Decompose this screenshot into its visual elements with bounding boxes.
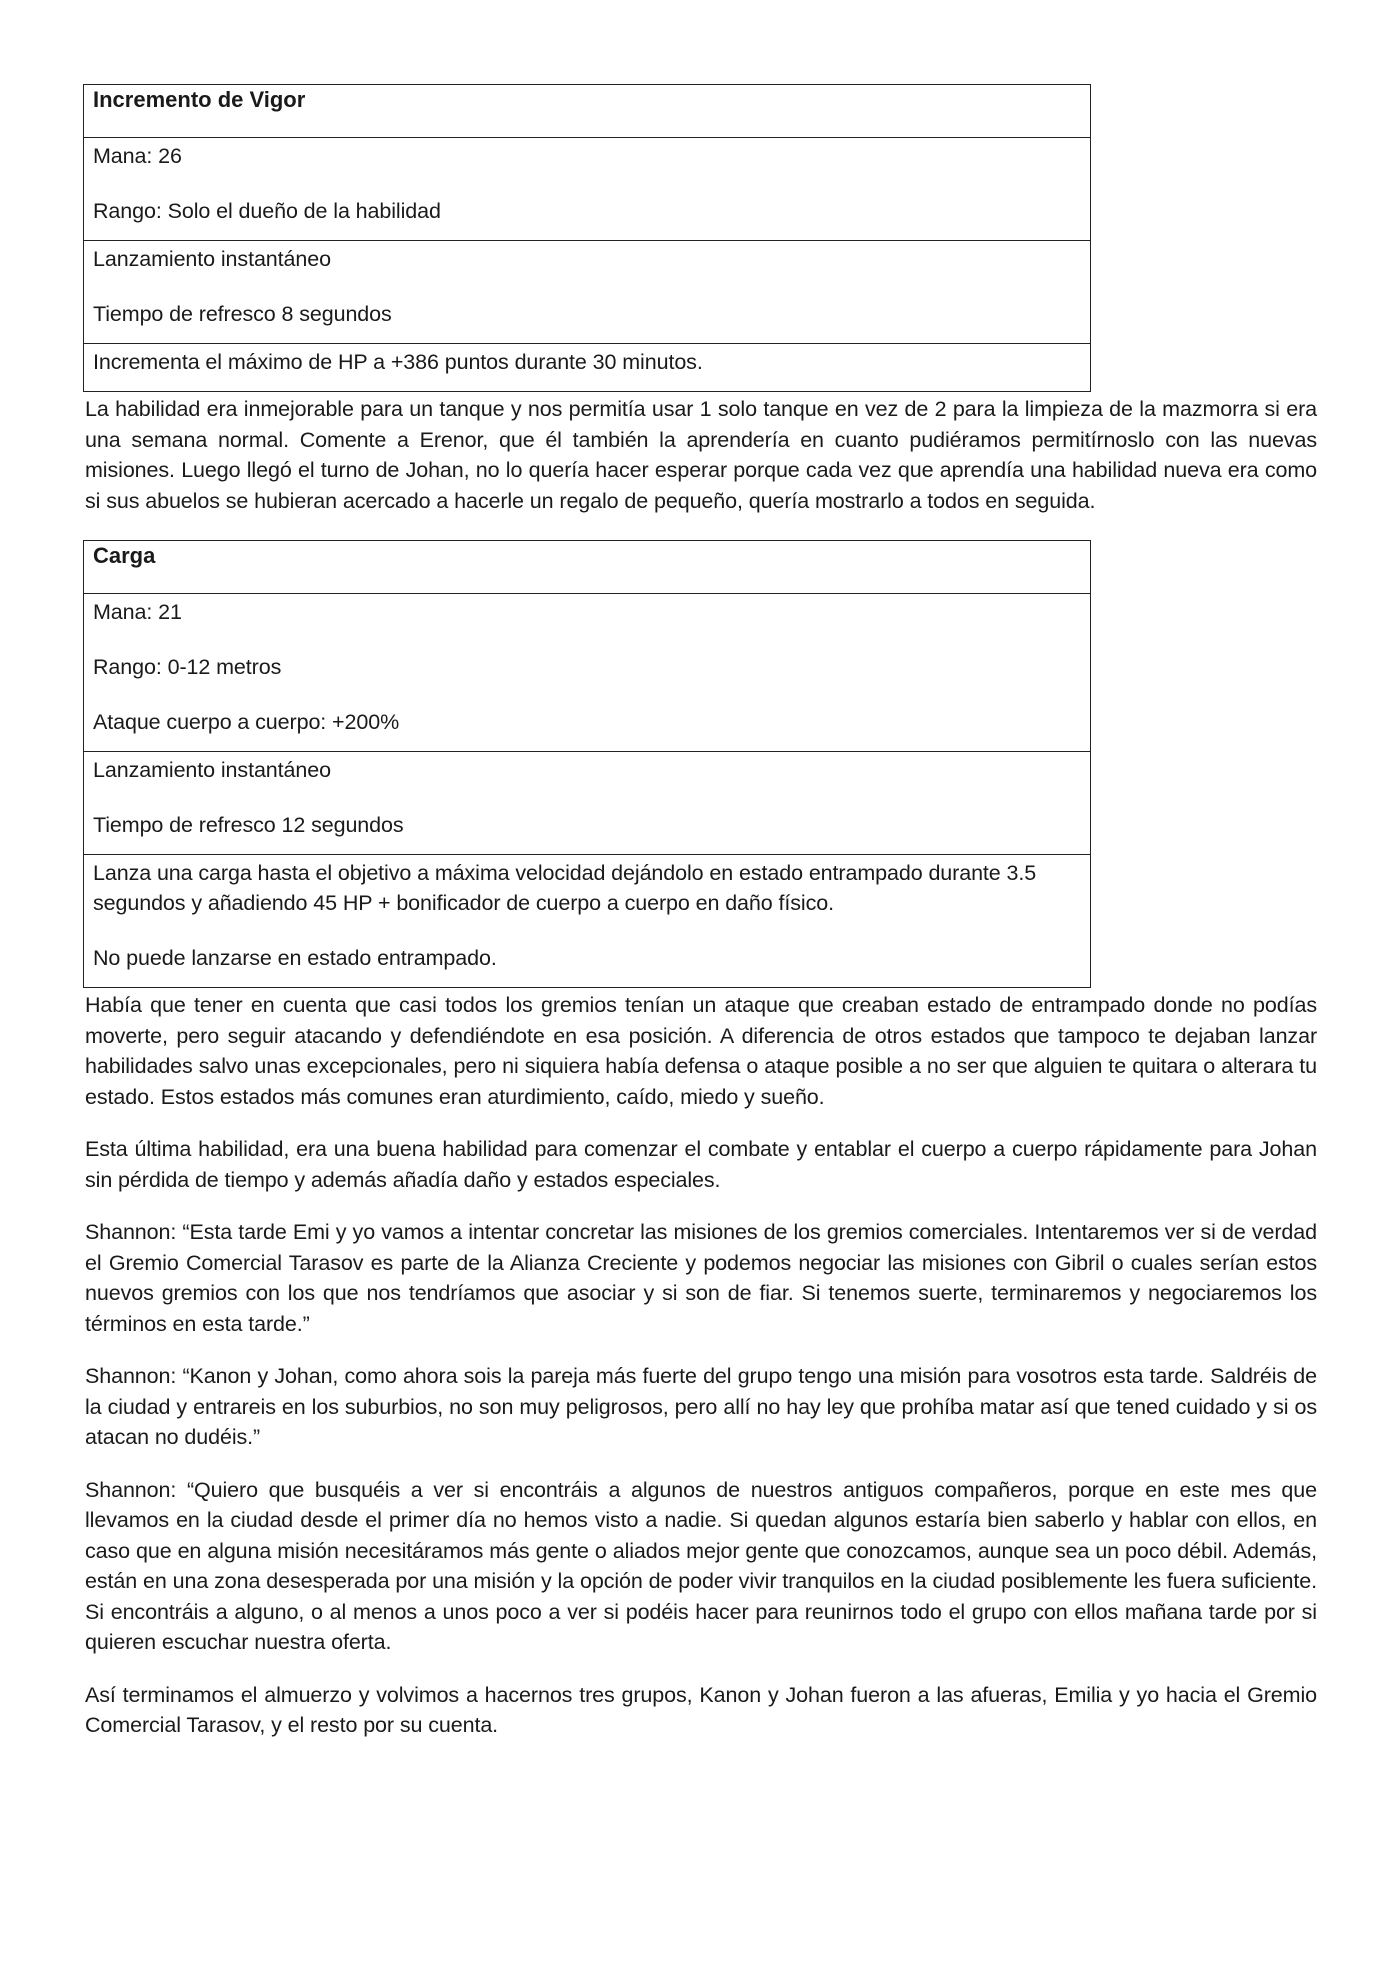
paragraph: La habilidad era inmejorable para un tanque y nos permitía usar 1 solo tanque en vez de 2 para la limpieza de la mazmorra si era una semana normal. Comente a Erenor, que él también la aprendería en cuanto pudiéramos permitírnoslo con las nuevas misiones. Luego llegó el turno de Johan, no lo quería hacer esperar porque cada vez que aprendía una habilidad nueva era como si sus abuelos se hubieran acercado a hacerle un regalo de pequeño, quería mostrarlo a todos en seguida. <box>85 397 1317 513</box>
skill-mana: Mana: 21 <box>93 600 182 624</box>
skill-table-carga <box>83 540 1091 988</box>
paragraph: Shannon: “Quiero que busquéis a ver si encontráis a algunos de nuestros antiguos compañeros, porque en este mes que llevamos en la ciudad desde el primer día no hemos visto a nadie. Si quedan algunos estaría bien saberlo y hablar con ellos, en caso que en alguna misión necesitáramos más gente o aliados mejor gente que conozcamos, aunque sea un poco débil. Además, están en una zona desesperada por una misión y la opción de poder vivir tranquilos en la ciudad posiblemente les fuera suficiente. Si encontráis a alguno, o al menos a unos poco a ver si podéis hacer para reunirnos todo el grupo con ellos mañana tarde por si quieren escuchar nuestra oferta. <box>85 1477 1317 1654</box>
skill-cast-cell <box>84 240 1090 343</box>
paragraph: Shannon: “Esta tarde Emi y yo vamos a intentar concretar las misiones de los gremios comerciales. Intentaremos ver si de verdad el Gremio Comercial Tarasov es parte de la Alianza Creciente y podemos negociar las misiones con Gibril o cuales serían estos nuevos gremios con los que nos tendríamos que asociar y si son de fiar. Si tenemos suerte, terminaremos y negociaremos los términos en esta tarde.” <box>85 1220 1317 1336</box>
skill-title: Incremento de Vigor <box>93 87 306 112</box>
skill-stats-cell <box>84 137 1090 240</box>
paragraph: Había que tener en cuenta que casi todos los gremios tenían un ataque que creaban estado de entrampado donde no podías moverte, pero seguir atacando y defendiéndote en esa posición. A diferencia de otros estados que tampoco te dejaban lanzar habilidades salvo unas excepcionales, pero ni siquiera había defensa o ataque posible a no ser que alguien te quitara o alterara tu estado. Estos estados más comunes eran aturdimiento, caído, miedo y sueño. <box>85 993 1317 1109</box>
skill-title: Carga <box>93 543 156 568</box>
skill-melee-bonus: Ataque cuerpo a cuerpo: +200% <box>93 710 400 734</box>
skill-range: Rango: 0-12 metros <box>93 655 282 679</box>
paragraph: Así terminamos el almuerzo y volvimos a hacernos tres grupos, Kanon y Johan fueron a las afueras, Emilia y yo hacia el Gremio Comercial Tarasov, y el resto por su cuenta. <box>85 1682 1317 1737</box>
skill-mana: Mana: 26 <box>93 144 182 168</box>
skill-restriction: No puede lanzarse en estado entrampado. <box>93 946 497 970</box>
skill-cooldown: Tiempo de refresco 12 segundos <box>93 813 404 837</box>
skill-description-cell <box>84 854 1090 987</box>
skill-cast-time: Lanzamiento instantáneo <box>93 247 331 271</box>
skill-cast-cell <box>84 751 1090 854</box>
skill-stats-cell <box>84 593 1090 751</box>
paragraph: Shannon: “Kanon y Johan, como ahora sois la pareja más fuerte del grupo tengo una misión para vosotros esta tarde. Saldréis de la ciudad y entrareis en los suburbios, no son muy peligrosos, pero allí no hay ley que prohíba matar así que tened cuidado y si os atacan no dudéis.” <box>85 1364 1317 1449</box>
skill-description: Lanza una carga hasta el objetivo a máxima velocidad dejándolo en estado entrampado durante 3.5 segundos y añadiendo 45 HP + bonificador de cuerpo a cuerpo en daño físico. <box>93 861 1037 915</box>
skill-description-cell <box>84 343 1090 391</box>
paragraph: Esta última habilidad, era una buena habilidad para comenzar el combate y entablar el cuerpo a cuerpo rápidamente para Johan sin pérdida de tiempo y además añadía daño y estados especiales. <box>85 1137 1317 1192</box>
skill-table-incremento-de-vigor <box>83 84 1091 392</box>
skill-cast-time: Lanzamiento instantáneo <box>93 758 331 782</box>
skill-cooldown: Tiempo de refresco 8 segundos <box>93 302 392 326</box>
skill-description: Incrementa el máximo de HP a +386 puntos durante 30 minutos. <box>93 350 703 374</box>
document-page <box>85 84 1317 1741</box>
skill-range: Rango: Solo el dueño de la habilidad <box>93 199 441 223</box>
